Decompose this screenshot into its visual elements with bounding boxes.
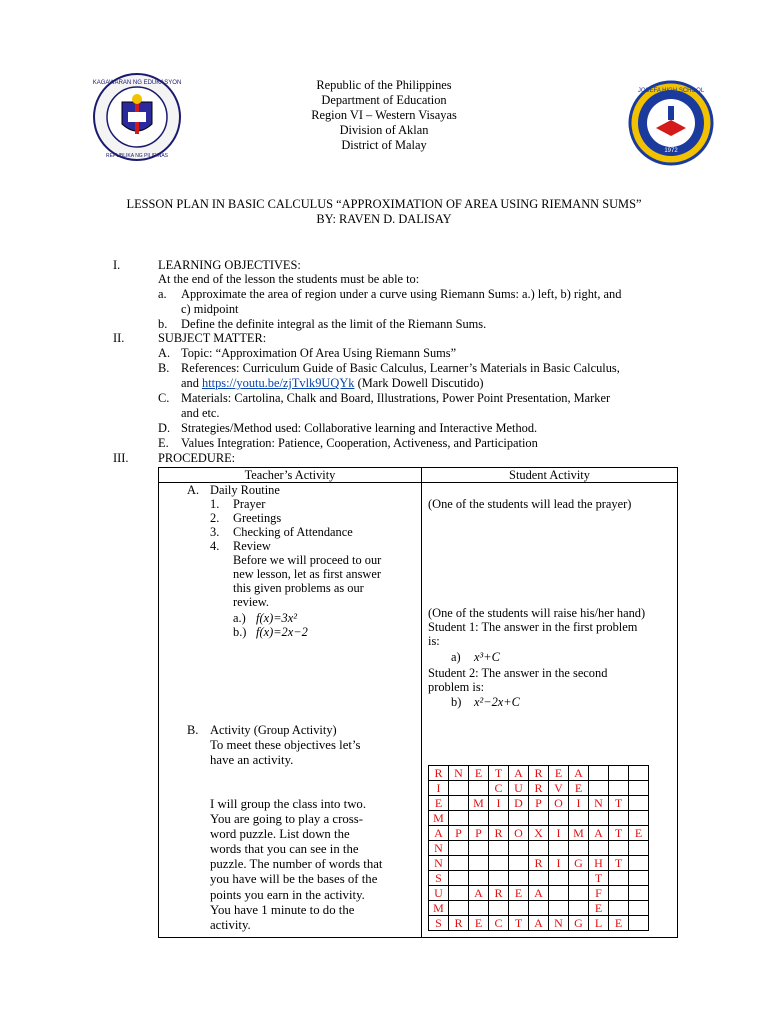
puzzle-cell: A — [429, 826, 449, 841]
puzzle-cell: R — [529, 766, 549, 781]
section-3-heading: PROCEDURE: — [158, 451, 236, 465]
puzzle-cell: A — [569, 766, 589, 781]
puzzle-cell — [609, 766, 629, 781]
routine-item: Review — [233, 539, 271, 553]
svg-text:JOSEFA HIGH SCHOOL: JOSEFA HIGH SCHOOL — [637, 88, 705, 94]
puzzle-cell — [529, 871, 549, 886]
puzzle-cell: V — [549, 781, 569, 796]
puzzle-cell: M — [469, 796, 489, 811]
puzzle-cell: U — [429, 886, 449, 901]
puzzle-cell — [569, 886, 589, 901]
subject-references-line-1: References: Curriculum Guide of Basic Calculus, Learner’s Materials in Basic Calculus, — [181, 361, 620, 375]
subject-topic: Topic: “Approximation Of Area Using Riemann Sums” — [181, 346, 457, 360]
puzzle-cell: A — [589, 826, 609, 841]
puzzle-cell — [489, 841, 509, 856]
puzzle-row — [429, 826, 649, 841]
lesson-title — [60, 197, 708, 227]
puzzle-cell: H — [589, 856, 609, 871]
puzzle-row — [429, 916, 649, 931]
puzzle-cell — [489, 901, 509, 916]
subject-materials-line-1: Materials: Cartolina, Chalk and Board, Illustrations, Power Point Presentation, Marker — [181, 391, 611, 405]
instruction-line: You have 1 minute to do the — [210, 902, 355, 917]
puzzle-cell — [549, 886, 569, 901]
objective-b: Define the definite integral as the limit of the Riemann Sums. — [181, 317, 487, 331]
puzzle-cell: T — [609, 796, 629, 811]
puzzle-cell — [609, 841, 629, 856]
puzzle-cell: R — [429, 766, 449, 781]
puzzle-cell — [449, 901, 469, 916]
puzzle-cell: S — [429, 871, 449, 886]
answer-b: x²−2x+C — [474, 695, 520, 709]
puzzle-cell — [609, 886, 629, 901]
references-author: (Mark Dowell Discutido) — [354, 376, 484, 390]
subject-strategies: Strategies/Method used: Collaborative learning and Interactive Method. — [181, 421, 538, 435]
puzzle-cell: M — [429, 901, 449, 916]
puzzle-cell: P — [469, 826, 489, 841]
puzzle-cell — [529, 841, 549, 856]
section-2-heading: SUBJECT MATTER: — [158, 331, 267, 345]
puzzle-cell: X — [529, 826, 549, 841]
subject-b-marker: B. — [158, 361, 170, 375]
puzzle-cell: E — [609, 916, 629, 931]
problem-b-equation: f(x)=2x−2 — [256, 625, 308, 639]
puzzle-cell — [469, 811, 489, 826]
puzzle-cell: L — [589, 916, 609, 931]
objective-a-line-2: c) midpoint — [181, 302, 239, 316]
puzzle-cell — [549, 901, 569, 916]
svg-text:REPUBLIKA NG PILIPINAS: REPUBLIKA NG PILIPINAS — [106, 153, 168, 159]
puzzle-cell: O — [509, 826, 529, 841]
puzzle-cell — [629, 766, 649, 781]
puzzle-cell: R — [529, 856, 549, 871]
instruction-line: I will group the class into two. — [210, 797, 367, 811]
routine-item: Checking of Attendance — [233, 525, 353, 539]
puzzle-row — [429, 886, 649, 901]
puzzle-cell — [549, 871, 569, 886]
puzzle-row — [429, 841, 649, 856]
puzzle-cell — [569, 841, 589, 856]
subject-e-marker: E. — [158, 436, 169, 450]
answer-a: x³+C — [474, 650, 500, 664]
title-line-2: BY: RAVEN D. DALISAY — [316, 212, 452, 226]
puzzle-cell: E — [469, 916, 489, 931]
teacher-activity-header: Teacher’s Activity — [159, 468, 422, 483]
review-text-line: review. — [233, 595, 270, 609]
objective-a-line-1: Approximate the area of region under a curve using Riemann Sums: a.) left, b) right, and — [181, 287, 622, 301]
puzzle-cell: M — [429, 811, 449, 826]
routine-item: Prayer — [233, 497, 266, 511]
student-1-line-2: is: — [428, 634, 440, 648]
puzzle-cell: G — [569, 916, 589, 931]
activity-intro-line: To meet these objectives let’s — [210, 738, 361, 752]
puzzle-row — [429, 766, 649, 781]
puzzle-cell: P — [449, 826, 469, 841]
puzzle-cell: N — [449, 766, 469, 781]
answer-b-label: b) — [451, 695, 462, 709]
youtube-link[interactable]: https://youtu.be/zjTvlk9UQYk — [202, 376, 355, 390]
puzzle-cell: A — [509, 766, 529, 781]
puzzle-cell: E — [569, 781, 589, 796]
puzzle-cell — [509, 841, 529, 856]
puzzle-row — [429, 901, 649, 916]
puzzle-cell — [509, 856, 529, 871]
puzzle-cell: I — [429, 781, 449, 796]
puzzle-cell — [469, 871, 489, 886]
instruction-line: points you earn in the activity. — [210, 887, 365, 902]
puzzle-cell — [509, 811, 529, 826]
subject-values: Values Integration: Patience, Cooperation, Activeness, and Participation — [181, 436, 538, 450]
puzzle-row — [429, 796, 649, 811]
group-instructions — [210, 797, 382, 933]
instruction-line: activity. — [210, 917, 251, 932]
puzzle-cell: E — [429, 796, 449, 811]
puzzle-cell — [469, 781, 489, 796]
puzzle-cell — [449, 796, 469, 811]
references-prefix: and — [181, 376, 202, 390]
puzzle-cell: E — [509, 886, 529, 901]
deped-seal-logo — [92, 72, 182, 162]
puzzle-cell: R — [489, 826, 509, 841]
section-1-number: I. — [113, 258, 121, 272]
puzzle-cell: C — [489, 916, 509, 931]
answer-a-label: a) — [451, 650, 461, 664]
puzzle-cell: R — [489, 886, 509, 901]
puzzle-cell — [589, 841, 609, 856]
svg-text:1972: 1972 — [664, 148, 678, 154]
puzzle-cell — [609, 781, 629, 796]
puzzle-cell — [549, 841, 569, 856]
puzzle-cell: I — [549, 856, 569, 871]
student-activity-header: Student Activity — [422, 468, 678, 483]
header-block — [250, 78, 518, 153]
instruction-line: words that you can see in the — [210, 842, 359, 857]
puzzle-cell — [589, 766, 609, 781]
puzzle-cell — [489, 856, 509, 871]
problem-a-equation: f(x)=3x² — [256, 611, 297, 625]
puzzle-cell: M — [569, 826, 589, 841]
puzzle-cell — [529, 811, 549, 826]
puzzle-cell — [469, 841, 489, 856]
objective-a-marker: a. — [158, 287, 167, 301]
puzzle-row — [429, 856, 649, 871]
puzzle-cell — [629, 871, 649, 886]
puzzle-cell: E — [629, 826, 649, 841]
puzzle-cell — [589, 811, 609, 826]
puzzle-cell: I — [489, 796, 509, 811]
subject-references-line-2 — [181, 376, 484, 390]
puzzle-cell: N — [589, 796, 609, 811]
puzzle-row — [429, 811, 649, 826]
section-1-heading: LEARNING OBJECTIVES: — [158, 258, 301, 272]
puzzle-cell — [549, 811, 569, 826]
puzzle-cell — [449, 811, 469, 826]
puzzle-cell — [449, 856, 469, 871]
puzzle-cell — [469, 856, 489, 871]
puzzle-cell: A — [469, 886, 489, 901]
instruction-line: puzzle. The number of words that — [210, 857, 383, 872]
student-prayer: (One of the students will lead the prayer) — [428, 497, 632, 511]
instruction-line: you have will be the bases of the — [210, 872, 378, 887]
puzzle-cell — [629, 796, 649, 811]
puzzle-cell: U — [509, 781, 529, 796]
puzzle-cell: A — [529, 886, 549, 901]
activity-intro-line: have an activity. — [210, 753, 294, 767]
section-2-number: II. — [113, 331, 125, 345]
puzzle-cell — [469, 901, 489, 916]
puzzle-cell: T — [609, 826, 629, 841]
puzzle-cell — [629, 856, 649, 871]
puzzle-cell: D — [509, 796, 529, 811]
puzzle-cell — [609, 811, 629, 826]
puzzle-cell: E — [549, 766, 569, 781]
puzzle-cell — [569, 901, 589, 916]
activity-marker: B. — [187, 723, 199, 737]
problem-a-label: a.) — [233, 611, 246, 625]
puzzle-cell — [509, 871, 529, 886]
header-line: Division of Aklan — [339, 123, 429, 137]
routine-number: 3. — [210, 525, 220, 539]
puzzle-cell: E — [589, 901, 609, 916]
puzzle-cell — [489, 811, 509, 826]
puzzle-row — [429, 871, 649, 886]
puzzle-cell: T — [489, 766, 509, 781]
puzzle-cell — [629, 886, 649, 901]
puzzle-cell — [489, 871, 509, 886]
header-line: District of Malay — [341, 138, 427, 152]
puzzle-cell: T — [609, 856, 629, 871]
puzzle-cell — [449, 841, 469, 856]
section-3-number: III. — [113, 451, 129, 465]
puzzle-cell — [629, 811, 649, 826]
routine-number: 1. — [210, 497, 220, 511]
problem-b-label: b.) — [233, 625, 247, 639]
puzzle-cell: T — [589, 871, 609, 886]
puzzle-cell — [609, 901, 629, 916]
activity-title: Activity (Group Activity) — [210, 723, 337, 737]
subject-a-marker: A. — [158, 346, 171, 360]
puzzle-cell: O — [549, 796, 569, 811]
puzzle-cell: T — [509, 916, 529, 931]
puzzle-cell — [569, 871, 589, 886]
puzzle-cell: E — [469, 766, 489, 781]
puzzle-cell — [629, 781, 649, 796]
puzzle-cell: N — [429, 841, 449, 856]
puzzle-cell — [449, 871, 469, 886]
header-line: Republic of the Philippines — [316, 78, 452, 92]
puzzle-cell — [449, 886, 469, 901]
activity-intro — [210, 738, 361, 768]
puzzle-cell: N — [549, 916, 569, 931]
routine-item: Greetings — [233, 511, 282, 525]
puzzle-cell: F — [589, 886, 609, 901]
subject-materials-line-2: and etc. — [181, 406, 220, 420]
header-line: Department of Education — [321, 93, 447, 107]
puzzle-row — [429, 781, 649, 796]
puzzle-cell — [629, 841, 649, 856]
routine-number: 2. — [210, 511, 220, 525]
puzzle-cell: P — [529, 796, 549, 811]
svg-text:KAGAWARAN NG EDUKASYON: KAGAWARAN NG EDUKASYON — [92, 80, 182, 86]
puzzle-cell: C — [489, 781, 509, 796]
review-text-line: Before we will proceed to our — [233, 553, 382, 567]
title-line-1: LESSON PLAN IN BASIC CALCULUS “APPROXIMATION OF AREA USING RIEMANN SUMS” — [126, 197, 642, 211]
routine-number: 4. — [210, 539, 220, 553]
puzzle-cell — [449, 781, 469, 796]
instruction-line: You are going to play a cross- — [210, 812, 363, 827]
puzzle-cell: N — [429, 856, 449, 871]
puzzle-cell: I — [569, 796, 589, 811]
review-text-line: new lesson, let as first answer — [233, 567, 381, 581]
routine-title: Daily Routine — [210, 483, 280, 497]
puzzle-cell — [509, 901, 529, 916]
student-raise-hand: (One of the students will raise his/her hand) — [428, 606, 646, 620]
student-1-line-1: Student 1: The answer in the first problem — [428, 620, 638, 634]
school-seal-logo — [628, 80, 714, 166]
subject-c-marker: C. — [158, 391, 170, 405]
puzzle-cell: R — [529, 781, 549, 796]
puzzle-cell — [569, 811, 589, 826]
section-1-intro: At the end of the lesson the students must be able to: — [158, 272, 420, 286]
instruction-line: word puzzle. List down the — [210, 827, 350, 842]
puzzle-cell — [529, 901, 549, 916]
puzzle-cell — [589, 781, 609, 796]
student-2-line-2: problem is: — [428, 680, 485, 694]
puzzle-cell — [629, 916, 649, 931]
puzzle-cell: A — [529, 916, 549, 931]
review-text-line: this given problems as our — [233, 581, 364, 595]
routine-marker: A. — [187, 483, 200, 497]
crossword-puzzle-grid — [428, 765, 649, 931]
puzzle-cell: S — [429, 916, 449, 931]
puzzle-cell — [609, 871, 629, 886]
puzzle-cell: R — [449, 916, 469, 931]
puzzle-cell — [629, 901, 649, 916]
header-line: Region VI – Western Visayas — [311, 108, 457, 122]
student-2-line-1: Student 2: The answer in the second — [428, 666, 608, 680]
subject-d-marker: D. — [158, 421, 171, 435]
puzzle-cell: I — [549, 826, 569, 841]
puzzle-cell: G — [569, 856, 589, 871]
objective-b-marker: b. — [158, 317, 168, 331]
